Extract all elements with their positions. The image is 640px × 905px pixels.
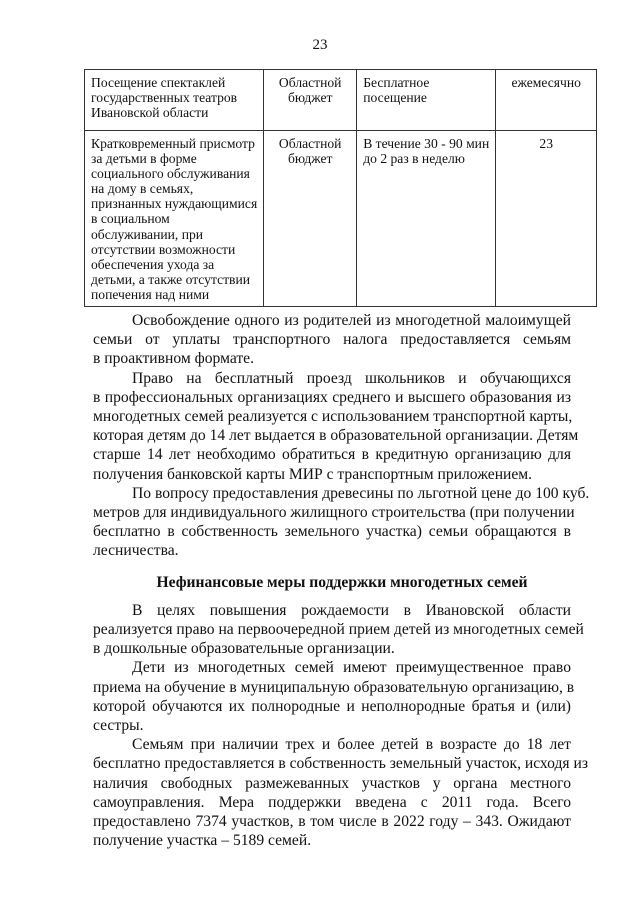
paragraph-line: В целях повышения рождаемости в Ивановской области <box>132 601 571 619</box>
table-cell-format <box>357 70 496 131</box>
table-cell-source <box>264 131 357 307</box>
table-row <box>85 131 597 307</box>
table-cell-frequency <box>496 131 597 307</box>
paragraph <box>93 484 590 561</box>
paragraph-line: приема на обучение в муниципальную образовательную организацию, в <box>93 678 575 696</box>
cell-text-line: Посещение спектаклей <box>91 75 226 90</box>
cell-text-line: признанных нуждающимися <box>91 196 258 212</box>
paragraph-line: бесплатно в собственность земельного участка) семьи обращаются в <box>93 523 571 541</box>
page-number: 23 <box>312 37 328 53</box>
cell-text-line: социального обслуживания <box>91 166 250 182</box>
paragraphs-after <box>93 601 588 851</box>
cell-text-line: в социальном <box>91 211 170 227</box>
paragraph-line: получения банковской карты МИР с транспортным приложением. <box>93 465 533 483</box>
paragraph-line: самоуправления. Мера поддержки введена с 2011 года. Всего <box>93 793 571 811</box>
cell-text-line: попечения над ними <box>91 286 210 302</box>
paragraph-line: лесничества. <box>93 542 179 560</box>
cell-text-line: до 2 раз в неделю <box>363 151 465 167</box>
paragraph-line: семьи от уплаты транспортного налога предоставляется семьям <box>93 331 571 349</box>
cell-text-line: бюджет <box>287 90 333 106</box>
cell-text-line: государственных театров <box>91 90 238 106</box>
paragraph <box>93 601 584 659</box>
cell-text-line: обслуживании, при <box>91 226 204 242</box>
cell-text-line: бюджет <box>287 151 333 167</box>
cell-text-line: детьми, а также отсутствии <box>91 271 251 287</box>
paragraph-line: старше 14 лет необходимо обратиться в кредитную организацию для <box>93 446 571 464</box>
cell-text-line: 23 <box>539 136 554 151</box>
cell-text-line: Областной <box>278 75 342 90</box>
paragraph-line: реализуется право на первоочередной прием детей из многодетных семей <box>93 621 584 639</box>
paragraph-line: в профессиональных организациях среднего и высшего образования из <box>93 388 571 406</box>
paragraph-line: Право на бесплатный проезд школьников и обучающихся <box>132 369 571 387</box>
paragraph <box>93 658 575 735</box>
paragraph-line: Освобождение одного из родителей из многодетной малоимущей <box>132 312 571 329</box>
cell-text-line: Бесплатное <box>363 75 430 90</box>
table-row <box>85 70 597 131</box>
table-cell-format <box>357 131 496 307</box>
paragraph-line: в проактивном формате. <box>93 350 255 368</box>
cell-text-line: обеспечения ухода за <box>91 256 215 272</box>
paragraph-line: предоставлено 7374 участков, в том числе в 2022 году – 343. Ожидают <box>93 813 571 831</box>
cell-text-line: В течение 30 - 90 мин <box>363 136 490 151</box>
paragraph-line: которой обучаются их полнородные и неполнородные братья и (или) <box>93 697 571 715</box>
cell-text-line: за детьми в форме <box>91 151 197 167</box>
cell-text-line: на дому в семьях, <box>91 181 194 197</box>
paragraph-line: По вопросу предоставления древесины по льготной цене до 100 куб. <box>132 484 590 502</box>
cell-text-line: отсутствии возможности <box>91 241 236 257</box>
paragraph-line: многодетных семей реализуется с использованием транспортной карты, <box>93 408 573 426</box>
cell-text-line: Ивановской области <box>91 105 209 121</box>
support-measures-table <box>84 69 597 307</box>
cell-text-line: ежемесячно <box>511 75 581 90</box>
paragraph-line: в дошкольные образовательные организации. <box>93 640 395 658</box>
paragraph-line: наличия свободных размежеванных участков у органа местного <box>93 774 571 792</box>
paragraph-line: сестры. <box>93 717 144 735</box>
document-body <box>93 311 590 850</box>
cell-text-line: Областной <box>278 136 342 151</box>
table-cell-source <box>264 70 357 131</box>
cell-text-line: посещение <box>363 90 427 106</box>
paragraph-line: получение участка – 5189 семей. <box>93 832 312 850</box>
paragraph-line: бесплатно предоставляется в собственность земельный участок, исходя из <box>93 755 588 773</box>
section-heading: Нефинансовые меры поддержки многодетных семей <box>156 573 528 591</box>
paragraph-line: Семьям при наличии трех и более детей в возрасте до 18 лет <box>132 736 571 754</box>
table-cell-frequency <box>496 70 597 131</box>
cell-text-line: Кратковременный присмотр <box>91 136 255 151</box>
paragraph <box>93 369 579 484</box>
table-cell-name <box>85 70 264 131</box>
paragraphs-before <box>93 311 590 561</box>
paragraph-line: которая детям до 14 лет выдается в образовательной организации. Детям <box>93 427 579 445</box>
table-cell-name <box>85 131 264 307</box>
paragraph <box>93 311 571 369</box>
paragraph <box>93 735 588 850</box>
paragraph-line: метров для индивидуального жилищного строительства (при получении <box>93 504 575 522</box>
paragraph-line: Дети из многодетных семей имеют преимущественное право <box>132 659 571 677</box>
